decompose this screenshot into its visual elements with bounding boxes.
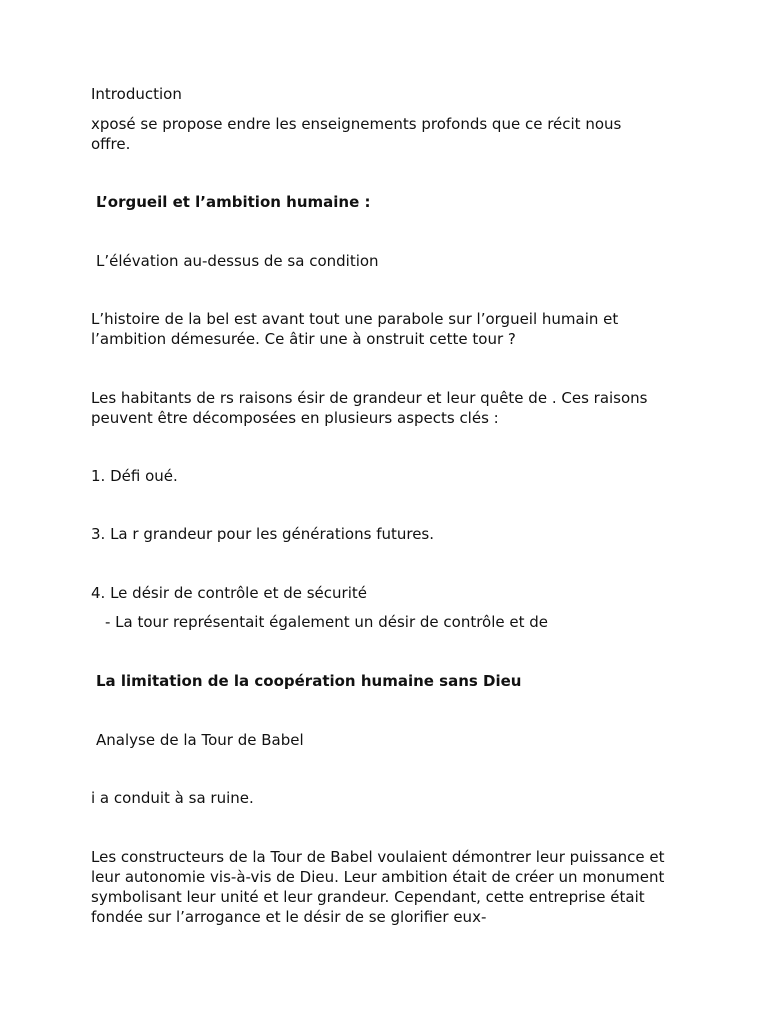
list-item-1: 1. Défi oué.: [91, 467, 178, 485]
list-item-4: 4. Le désir de contrôle et de sécurité: [91, 584, 367, 602]
text-fragment: i a conduit à sa ruine.: [91, 789, 254, 807]
paragraph-2: Les habitants de rs raisons ésir de grandeur et leur quête de . Ces raisons peuvent être décomposées en plusieurs aspects clés :: [91, 389, 648, 427]
section1-subheading: L’élévation au-dessus de sa condition: [96, 252, 379, 270]
list-item-3: 3. La r grandeur pour les générations futures.: [91, 525, 435, 543]
section1-heading: L’orgueil et l’ambition humaine :: [96, 193, 371, 211]
section2-subheading: Analyse de la Tour de Babel: [96, 731, 304, 749]
intro-heading: Introduction: [91, 85, 182, 103]
paragraph-3: Les constructeurs de la Tour de Babel voulaient démontrer leur puissance et leur autonomie vis-à-vis de Dieu. Leur ambition était de créer un monument symbolisant leur unité et leur grandeur. Cependant, cette entreprise était fondée sur l’arrogance et le désir de se glorifier eux-: [91, 848, 665, 926]
intro-text: xposé se propose endre les enseignements profonds que ce récit nous offre.: [91, 115, 622, 153]
list-item-4-detail: - La tour représentait également un désir de contrôle et de: [105, 613, 549, 631]
paragraph-1: L’histoire de la bel est avant tout une parabole sur l’orgueil humain et l’ambition démesurée. Ce âtir une à onstruit cette tour ?: [91, 310, 619, 348]
section2-heading: La limitation de la coopération humaine sans Dieu: [96, 672, 522, 690]
